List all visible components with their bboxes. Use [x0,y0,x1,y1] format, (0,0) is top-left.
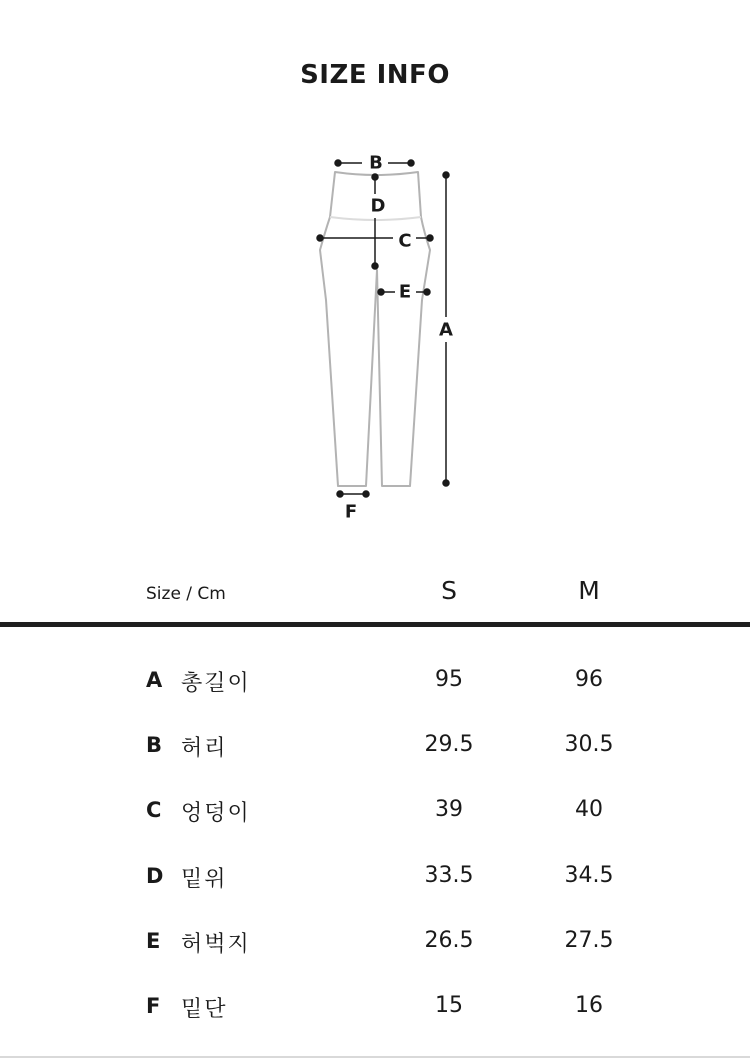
table-row [0,648,750,713]
row-code: E [146,928,161,953]
row-value-m: 30.5 [564,732,614,758]
size-table-body [0,648,750,1039]
size-unit-label: Size / Cm [146,584,226,604]
table-row [0,778,750,843]
column-header-s: S [441,576,457,605]
row-code: D [146,863,164,888]
table-row [0,974,750,1039]
label-b: B [369,152,383,174]
row-value-m: 16 [575,992,603,1018]
row-value-s: 95 [435,667,463,692]
row-name: 총길이 [181,671,251,696]
label-d: D [370,195,386,217]
label-c: C [398,230,412,252]
row-code: C [146,798,162,823]
row-name: 허벅지 [181,931,251,957]
row-value-m: 34.5 [564,862,614,888]
row-name: 밑단 [181,996,228,1022]
row-value-s: 39 [435,797,463,823]
measure-d [372,174,378,269]
table-bottom-divider [0,1056,750,1058]
pants-measurement-diagram [300,140,470,530]
page-title: SIZE INFO [300,60,450,90]
measure-f [337,491,369,497]
row-value-s: 29.5 [424,732,474,758]
row-code: A [146,668,163,692]
table-row [0,909,750,974]
header-divider [0,622,750,627]
row-value-s: 26.5 [424,927,474,953]
label-f: F [344,501,358,523]
table-row [0,844,750,909]
row-name: 허리 [181,736,228,762]
row-code: F [146,993,161,1018]
row-code: B [146,733,163,758]
label-e: E [398,281,412,303]
label-a: A [439,319,453,341]
row-value-s: 33.5 [424,862,474,888]
row-name: 엉덩이 [181,801,251,827]
column-header-m: M [578,576,600,605]
row-name: 밑위 [181,866,228,892]
row-value-m: 27.5 [564,927,614,953]
table-row [0,713,750,778]
row-value-s: 15 [435,992,463,1018]
row-value-m: 96 [575,667,603,692]
row-value-m: 40 [575,797,603,823]
table-header [0,570,750,620]
